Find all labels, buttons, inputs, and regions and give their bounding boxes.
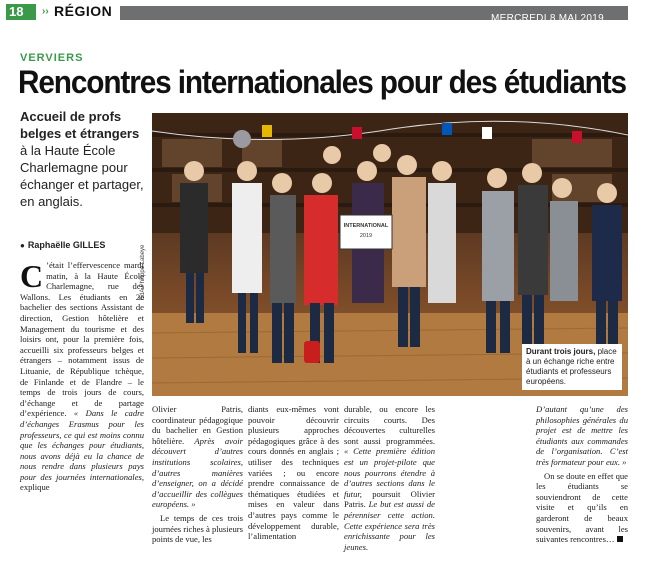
col5-quote: D’autant qu’une des philosophies générales du projet est de mettre les étudiants aux commandes de l’organisation. C’est très formateur pour eux. » [536, 404, 628, 467]
col1-end: explique [20, 482, 50, 493]
issue-date: MERCREDI 8 MAI 2019 [491, 13, 604, 24]
header-band [120, 6, 628, 24]
article-column-4 [344, 404, 435, 552]
byline [20, 240, 105, 250]
article-column-2 [152, 404, 243, 547]
col4-text-a: durable, ou encore les circuits courts. Des découvertes culturelles sont aussi programmées. [344, 404, 435, 446]
col4-quote-2: Le but est aussi de pérenniser cette action. Cette expérience sera très enrichissante pour les jeunes. [344, 499, 435, 552]
drop-cap: C [20, 258, 44, 294]
article-column-3 [248, 404, 339, 542]
article-headline: Rencontres internationales pour des étudiants [18, 64, 626, 100]
byline-dot-icon: ● [20, 241, 25, 250]
caption-text: place à un échange riche entre étudiants et professeurs européens. [526, 347, 617, 386]
col2-text-a: Olivier Patris, coordinateur pédagogique du bachelier en Gestion hôtelière. [152, 404, 243, 446]
sign-line2: 2019 [359, 233, 373, 239]
col5-text-b [536, 471, 628, 545]
caption-bold: Durant trois jours, [526, 347, 596, 356]
photo-caption [522, 344, 622, 390]
col1-text: ’était l’effervescence mardi matin, à la Haute École Charlemagne, rue des Wallons. Les étudiants en 2e bachelier des sections Assistant de direction, Gestion hôtelière et Management du tourisme et des loisirs ont, pour la première fois, accueilli six professeurs belges et étrangers – notamment issus de Lituanie, de République tchèque, de Finlande et de Flandre – le temps de trois jours de cours, d’échange et de partage d’expérience. [20, 260, 144, 419]
section-title: RÉGION [54, 3, 113, 19]
photo-credit: ÉdA Philippe Labeye [140, 244, 146, 300]
article-lead [20, 108, 148, 210]
page-number: 18 [6, 4, 36, 20]
col4-quote: « Cette première édition est un projet-pilote que nous pourrons étendre à d’autres sections dans le futur, [344, 446, 435, 499]
col5-closing: On se doute en effet que les étudiants se souviendront de cette visite et qu’ils en garderont de beaux souvenirs, avant les suivantes rencontres… [536, 470, 628, 545]
col4-text-b: poursuit Olivier Patris. [344, 488, 435, 510]
article-column-1 [20, 260, 144, 493]
lead-bold: Accueil de profs belges et étrangers [20, 109, 140, 141]
lead-rest: à la Haute École Charlemagne pour échanger et partager, en anglais. [20, 143, 144, 209]
col2-quote: Après avoir découvert d’autres institutions scolaires, d’autres manières d’enseigner, on a décidé d’accueillir des collègues européens. » [152, 435, 243, 510]
article-kicker: VERVIERS [20, 52, 84, 64]
col2-text-b: Le temps de ces trois journées riches à plusieurs points de vue, les [152, 512, 243, 545]
international-sign [340, 215, 392, 249]
byline-author: Raphaëlle GILLES [27, 240, 106, 250]
page-header [0, 0, 650, 22]
sign-line1: INTERNATIONAL [343, 223, 389, 229]
col3-text: diants eux-mêmes vont pouvoir découvrir plusieurs approches pédagogiques grâce à des cours donnés en anglais ; utiliser des techniques variées ; ou encore prendre connaissance de thématiques étudiées et mises en valeur dans d’autres pays comme le développement durable, l’alimentation [248, 404, 339, 542]
end-mark-icon [617, 536, 623, 542]
article-column-5 [536, 404, 628, 547]
col1-quote: « Dans le cadre d’échanges Erasmus pour les professeurs, ce qui est moins connu que les échanges pour étudiants, nous avons déjà eu la chance de nous rendre dans plusieurs pays pour des journées internationales, [20, 408, 144, 482]
chevron-icon: ›› [42, 6, 49, 17]
